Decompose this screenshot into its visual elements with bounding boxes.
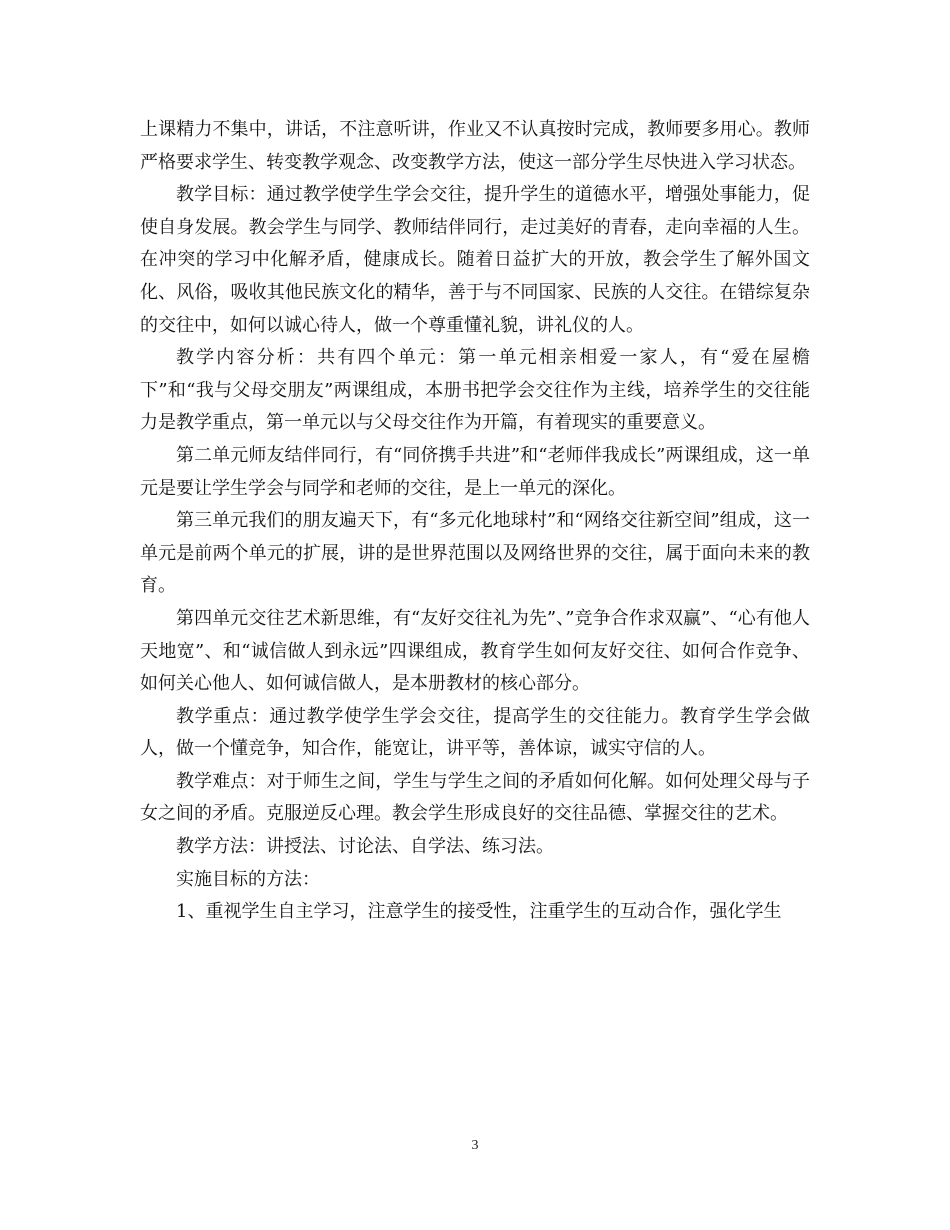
paragraph-teaching-goals: 教学目标：通过教学使学生学会交往，提升学生的道德水平，增强处事能力，促使自身发展。教会学生与同学、教师结伴同行，走过美好的青春，走向幸福的人生。在冲突的学习中化解矛盾，健康成长。随着日益扩大的开放，教会学生了解外国文化、风俗，吸收其他民族文化的精华，善于与不同国家、民族的人交往。在错综复杂的交往中，如何以诚心待人，做一个尊重懂礼貌，讲礼仪的人。 (140, 184, 810, 336)
paragraph-methods: 教学方法：讲授法、讨论法、自学法、练习法。 (176, 836, 554, 858)
document-body (140, 114, 810, 929)
paragraph-implementation-item-1: 1、重视学生自主学习，注意学生的接受性，注重学生的互动合作，强化学生 (176, 901, 782, 923)
paragraph-implementation-heading: 实施目标的方法： (176, 868, 320, 890)
page-number: 3 (471, 1138, 479, 1153)
paragraph-content-analysis: 教学内容分析：共有四个单元：第一单元相亲相爱一家人，有“爱在屋檐下”和“我与父母交朋友”两课组成，本册书把学会交往作为主线，培养学生的交往能力是教学重点，第一单元以与父母交往作为开篇，有着现实的重要意义。 (140, 347, 810, 434)
paragraph-key-points: 教学重点：通过教学使学生学会交往，提高学生的交往能力。教育学生学会做人，做一个懂竞争，知合作，能宽让，讲平等，善体谅，诚实守信的人。 (140, 705, 810, 760)
paragraph-unit-three: 第三单元我们的朋友遍天下，有“多元化地球村”和“网络交往新空间”组成，这一单元是前两个单元的扩展，讲的是世界范围以及网络世界的交往，属于面向未来的教育。 (140, 510, 810, 597)
paragraph-difficulties: 教学难点：对于师生之间，学生与学生之间的矛盾如何化解。如何处理父母与子女之间的矛盾。克服逆反心理。教会学生形成良好的交往品德、掌握交往的艺术。 (140, 770, 810, 825)
paragraph-continuation: 上课精力不集中，讲话，不注意听讲，作业又不认真按时完成，教师要多用心。教师严格要求学生、转变教学观念、改变教学方法，使这一部分学生尽快进入学习状态。 (140, 119, 810, 173)
paragraph-unit-two: 第二单元师友结伴同行，有“同侪携手共进”和“老师伴我成长”两课组成，这一单元是要让学生学会与同学和老师的交往，是上一单元的深化。 (140, 444, 810, 499)
paragraph-unit-four: 第四单元交往艺术新思维，有“友好交往礼为先”、”竞争合作求双赢”、“心有他人天地宽”、和“诚信做人到永远”四课组成，教育学生如何友好交往、如何合作竞争、如何关心他人、如何诚信做人，是本册教材的核心部分。 (140, 607, 810, 695)
